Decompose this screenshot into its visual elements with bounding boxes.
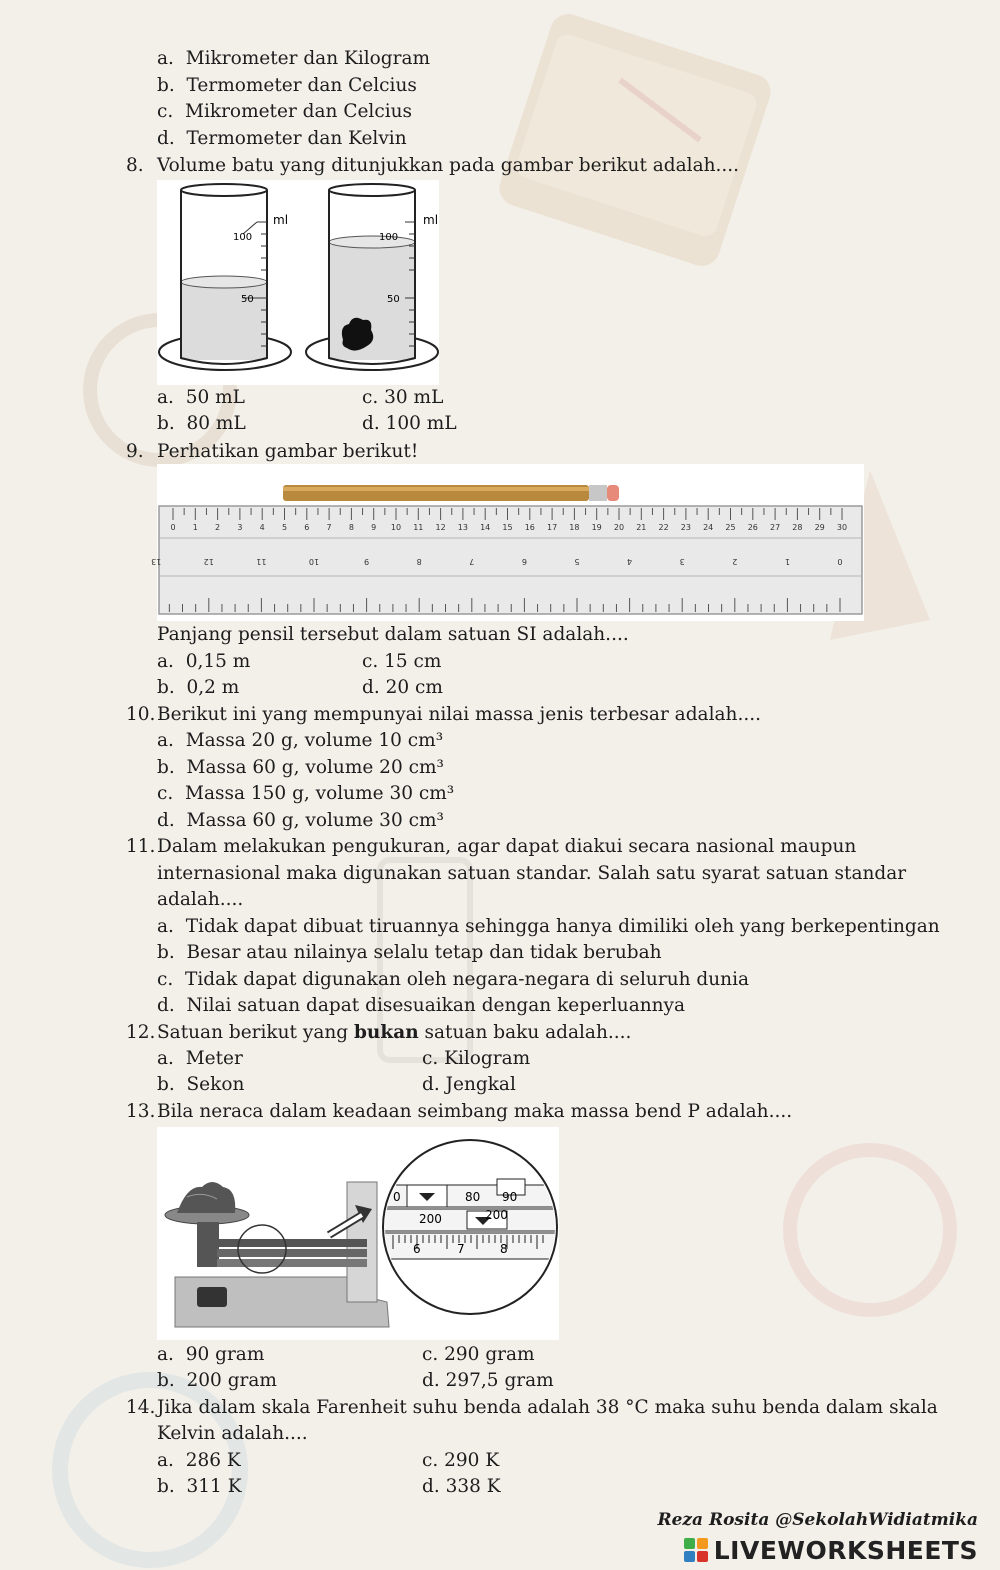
q11-option-a: [157, 915, 940, 939]
q12-option-b: [157, 1073, 244, 1097]
ruler-top-label: 5: [281, 523, 288, 532]
q13-option-a: [157, 1343, 264, 1367]
ruler-bottom-label: 0: [837, 557, 843, 566]
ruler-bottom-label: 3: [679, 557, 685, 566]
option-text: Massa 60 g, volume 30 cm³: [186, 810, 444, 831]
q9-option-c: c. 15 cm: [362, 651, 442, 672]
option-letter: c.: [157, 969, 174, 990]
option-text: Meter: [185, 1048, 243, 1069]
ruler-top-label: 19: [591, 523, 602, 532]
question-text-line: Kelvin adalah....: [157, 1423, 308, 1444]
option-letter: a.: [157, 48, 174, 69]
text-part: satuan baku adalah....: [418, 1022, 632, 1043]
ruler-top-label: 3: [237, 523, 243, 532]
option-text: 80 mL: [186, 413, 246, 434]
mark-100: 100: [379, 232, 399, 243]
ruler-bottom-label: 11: [256, 557, 267, 566]
q12-option-a: [157, 1047, 243, 1071]
q14-option-c: c. 290 K: [422, 1450, 500, 1471]
ruler-top-label: 29: [814, 523, 825, 532]
ruler-top-label: 27: [770, 523, 781, 532]
option-letter: a.: [157, 1344, 174, 1365]
ruler-top-label: 28: [792, 523, 803, 532]
q13-option-b: [157, 1369, 277, 1393]
ruler-bottom-label: 4: [627, 557, 633, 566]
beam-label-80: 80: [465, 1190, 481, 1204]
scale-label-7: 7: [457, 1242, 465, 1256]
ruler-top-label: 12: [435, 523, 446, 532]
option-text: 286 K: [185, 1450, 241, 1471]
ruler-top-label: 1: [192, 523, 198, 532]
ruler-top-label: 17: [547, 523, 558, 532]
q12-option-d: d. Jengkal: [422, 1074, 516, 1095]
option-text: 90 gram: [185, 1344, 265, 1365]
q14-option-d: d. 338 K: [422, 1476, 501, 1497]
beam-label-200: 200: [419, 1212, 442, 1226]
option-text: Massa 150 g, volume 30 cm³: [185, 783, 455, 804]
ruler-top-label: 7: [326, 523, 332, 532]
liveworksheets-logo[interactable]: [684, 1535, 978, 1565]
option-letter: b.: [157, 1370, 175, 1391]
pencil-ruler-figure: [151, 464, 864, 621]
option-text: Massa 20 g, volume 10 cm³: [185, 730, 444, 751]
option-text: 50 mL: [185, 387, 245, 408]
option-letter: a.: [157, 730, 174, 751]
option-letter: d.: [157, 810, 175, 831]
ruler-top-label: 11: [413, 523, 424, 532]
q10-option-a: [157, 729, 443, 753]
ruler-bottom-label: 2: [732, 557, 738, 566]
option-text: Termometer dan Celcius: [186, 75, 417, 96]
ruler-top-label: 8: [348, 523, 354, 532]
scale-label-8: 8: [500, 1242, 508, 1256]
option-text: Massa 60 g, volume 20 cm³: [186, 757, 444, 778]
q8-option-b: [157, 412, 246, 436]
option-text: Besar atau nilainya selalu tetap dan tidak berubah: [186, 942, 662, 963]
question-text-line: internasional maka digunakan satuan standar. Salah satu syarat satuan standar: [157, 863, 907, 884]
option-letter: b.: [157, 75, 175, 96]
question-number: 14.: [126, 1397, 156, 1418]
graduated-cylinders-figure: [157, 180, 439, 385]
option-letter: b.: [157, 757, 175, 778]
mark-100: 100: [233, 232, 253, 243]
unit-label: ml: [423, 213, 439, 227]
question-number: 11.: [126, 836, 156, 857]
option-text: Tidak dapat digunakan oleh negara-negara di seluruh dunia: [185, 969, 750, 990]
ruler-top-label: 13: [457, 523, 468, 532]
option-text: Mikrometer dan Celcius: [185, 101, 413, 122]
liveworksheets-icon: [684, 1538, 708, 1562]
beam-label-200b: 200: [485, 1208, 508, 1222]
question-text-line: adalah....: [157, 889, 244, 910]
ruler-bottom-label: 6: [521, 557, 527, 566]
ruler-top-label: 0: [170, 523, 176, 532]
question-text: Perhatikan gambar berikut!: [157, 441, 419, 462]
ruler-top-label: 16: [524, 523, 535, 532]
option-letter: b.: [157, 677, 175, 698]
option-letter: b.: [157, 1074, 175, 1095]
q7-option-c: [157, 100, 412, 124]
q7-option-a: [157, 47, 430, 71]
option-letter: d.: [157, 995, 175, 1016]
ruler-bottom-label: 8: [416, 557, 422, 566]
option-text: 0,2 m: [186, 677, 240, 698]
question-text: Panjang pensil tersebut dalam satuan SI adalah....: [157, 624, 629, 645]
option-text: Sekon: [186, 1074, 245, 1095]
ruler-top-label: 9: [371, 523, 377, 532]
triple-beam-balance-figure: [157, 1127, 559, 1340]
q10-option-d: [157, 809, 444, 833]
option-letter: b.: [157, 1476, 175, 1497]
question-number: 12.: [126, 1022, 156, 1043]
option-text: Nilai satuan dapat disesuaikan dengan keperluannya: [186, 995, 686, 1016]
question-number: 10.: [126, 704, 156, 725]
q7-option-b: [157, 74, 417, 98]
ruler-top-label: 30: [836, 523, 848, 532]
ruler-bottom-label: 10: [308, 557, 320, 566]
option-text: 200 gram: [186, 1370, 277, 1391]
q11-option-d: [157, 994, 685, 1018]
ruler-top-label: 15: [502, 523, 513, 532]
text-part: Satuan berikut yang: [157, 1022, 354, 1043]
bold-keyword: bukan: [354, 1022, 419, 1043]
q7-option-d: [157, 127, 407, 151]
option-letter: d.: [157, 128, 175, 149]
ruler-top-label: 10: [390, 523, 402, 532]
q14-option-a: [157, 1449, 241, 1473]
option-text: 311 K: [186, 1476, 242, 1497]
ruler-top-label: 21: [636, 523, 647, 532]
ruler-bottom-label: 5: [574, 557, 580, 566]
question-text: Bila neraca dalam keadaan seimbang maka massa bend P adalah....: [157, 1101, 793, 1122]
option-letter: a.: [157, 387, 174, 408]
q10-option-c: [157, 782, 454, 806]
option-letter: c.: [157, 783, 174, 804]
question-text: [157, 1021, 631, 1045]
question-number: 9.: [126, 441, 144, 462]
ruler-top-label: 23: [680, 523, 691, 532]
option-text: 0,15 m: [185, 651, 251, 672]
q8-option-a: [157, 386, 245, 410]
q8-option-c: c. 30 mL: [362, 387, 444, 408]
question-number: 8.: [126, 155, 144, 176]
ruler-top-label: 2: [215, 523, 221, 532]
question-text: Berikut ini yang mempunyai nilai massa jenis terbesar adalah....: [157, 704, 761, 725]
ruler-bottom-label: 12: [203, 557, 214, 566]
q14-option-b: [157, 1475, 242, 1499]
option-letter: a.: [157, 1048, 174, 1069]
unit-label: ml: [273, 213, 289, 227]
ruler-top-label: 26: [747, 523, 758, 532]
ruler-bottom-label: 13: [151, 557, 162, 566]
ruler-bottom-label: 7: [469, 557, 475, 566]
mark-50: 50: [241, 294, 254, 305]
option-letter: a.: [157, 916, 174, 937]
scale-label-6: 6: [413, 1242, 421, 1256]
ruler-top-label: 18: [569, 523, 580, 532]
q9-option-d: d. 20 cm: [362, 677, 443, 698]
ruler-top-label: 20: [613, 523, 625, 532]
q9-option-b: [157, 676, 239, 700]
ruler-top-label: 4: [259, 523, 265, 532]
q13-option-c: c. 290 gram: [422, 1344, 535, 1365]
q10-option-b: [157, 756, 444, 780]
ruler-top-label: 24: [703, 523, 714, 532]
ruler-bottom-label: 9: [364, 557, 370, 566]
brand-name: LIVEWORKSHEETS: [713, 1535, 978, 1565]
q11-option-c: [157, 968, 749, 992]
option-text: Mikrometer dan Kilogram: [185, 48, 431, 69]
ruler-top-label: 25: [725, 523, 736, 532]
ruler-bottom-label: 1: [784, 557, 790, 566]
q13-option-d: d. 297,5 gram: [422, 1370, 554, 1391]
mark-50: 50: [387, 294, 400, 305]
option-letter: a.: [157, 1450, 174, 1471]
option-letter: b.: [157, 942, 175, 963]
question-text: Volume batu yang ditunjukkan pada gambar berikut adalah....: [157, 155, 740, 176]
ruler-top-label: 22: [658, 523, 669, 532]
ruler-top-label: 14: [480, 523, 491, 532]
q12-option-c: c. Kilogram: [422, 1048, 531, 1069]
beam-label-90: 90: [502, 1190, 518, 1204]
question-text-line: Dalam melakukan pengukuran, agar dapat diakui secara nasional maupun: [157, 836, 857, 857]
q9-option-a: [157, 650, 250, 674]
option-letter: c.: [157, 101, 174, 122]
beam-label-0: 0: [393, 1190, 401, 1204]
option-text: Termometer dan Kelvin: [186, 128, 407, 149]
q11-option-b: [157, 941, 662, 965]
question-number: 13.: [126, 1101, 156, 1122]
option-letter: b.: [157, 413, 175, 434]
option-text: Tidak dapat dibuat tiruannya sehingga hanya dimiliki oleh yang berkepentingan: [185, 916, 940, 937]
author-credit: Reza Rosita @SekolahWidiatmika: [657, 1510, 978, 1530]
option-letter: a.: [157, 651, 174, 672]
question-text-line: Jika dalam skala Farenheit suhu benda adalah 38 °C maka suhu benda dalam skala: [157, 1397, 938, 1418]
q8-option-d: d. 100 mL: [362, 413, 457, 434]
ruler-top-label: 6: [304, 523, 310, 532]
